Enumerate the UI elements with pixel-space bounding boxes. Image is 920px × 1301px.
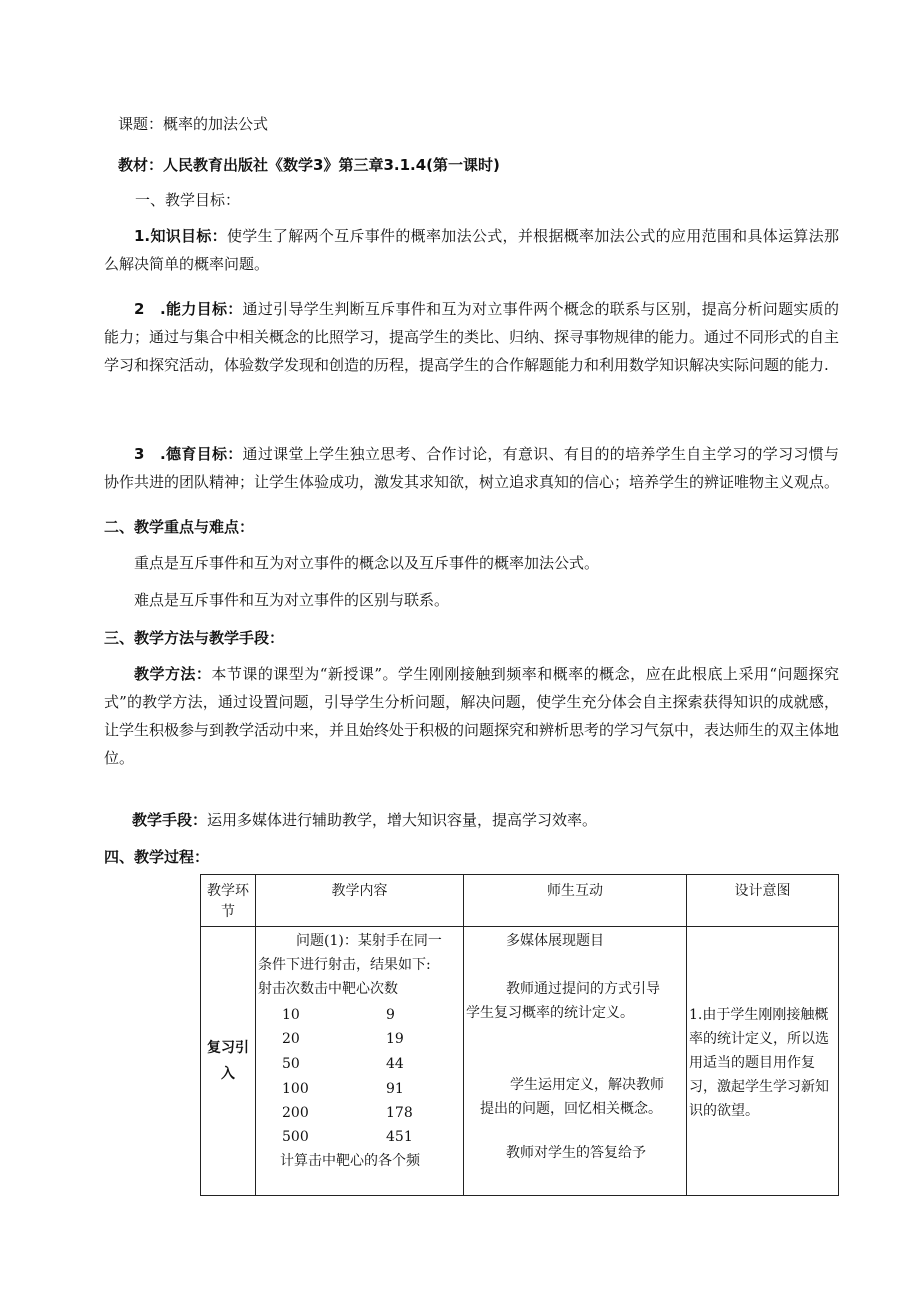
teaching-process-table <box>200 874 839 1196</box>
interaction-line3b: 提出的问题，回忆相关概念。 <box>480 1101 662 1117</box>
row-shots: 10 <box>282 1007 300 1023</box>
objective-moral-lead: 3 .德育目标： <box>134 445 243 463</box>
interaction-line2a: 教师通过提问的方式引导 <box>506 981 660 997</box>
stage-label: 复习引入 <box>207 1040 249 1082</box>
header-intent: 设计意图 <box>687 875 839 927</box>
row-shots: 100 <box>282 1081 309 1097</box>
difficulty-point: 难点是互斥事件和互为对立事件的区别与联系。 <box>134 591 450 609</box>
teaching-method <box>104 660 839 772</box>
header-stage: 教学环节 <box>201 875 256 927</box>
row-hits: 9 <box>386 1007 395 1023</box>
section3-title: 三、教学方法与教学手段： <box>104 629 285 647</box>
header-interaction: 师生互动 <box>464 875 687 927</box>
section4-title: 四、教学过程： <box>104 848 210 866</box>
section1-title: 一、教学目标： <box>135 191 241 209</box>
stage-cell <box>201 927 256 1196</box>
teaching-means-text: 运用多媒体进行辅助教学，增大知识容量，提高学习效率。 <box>207 811 598 829</box>
interaction-line4: 教师对学生的答复给予 <box>506 1145 646 1161</box>
row-shots: 50 <box>282 1056 300 1072</box>
objective-knowledge-text: 使学生了解两个互斥事件的概率加法公式，并根据概率加法公式的应用范围和具体运算法那么解决简单的概率问题。 <box>104 227 839 273</box>
intent-cell <box>687 927 839 1196</box>
row-hits: 178 <box>386 1105 413 1121</box>
objective-moral <box>104 440 839 496</box>
content-col-header: 射击次数击中靶心次数 <box>258 981 398 997</box>
table-header-row <box>201 875 839 927</box>
row-hits: 44 <box>386 1056 404 1072</box>
header-content: 教学内容 <box>256 875 464 927</box>
teaching-method-text: 本节课的课型为“新授课”。学生刚刚接触到频率和概率的概念，应在此根底上采用“问题探究式”的教学方法，通过设置问题，引导学生分析问题，解决问题，使学生充分体会自主探索获得知识的成就感，让学生积极参与到教学活动中来，并且始终处于积极的问题探究和辨析思考的学习气氛中，表达师生的双主体地位。 <box>104 665 840 767</box>
content-intro-line2: 条件下进行射击，结果如下: <box>258 957 431 973</box>
row-shots: 20 <box>282 1031 300 1047</box>
objective-ability <box>104 295 839 379</box>
objective-knowledge <box>104 222 839 278</box>
textbook-info: 教材：人民教育出版社《数学3》第三章3.1.4(第一课时) <box>118 156 500 174</box>
section2-title: 二、教学重点与难点： <box>104 518 255 536</box>
content-tail: 计算击中靶心的各个频 <box>280 1153 420 1169</box>
row-shots: 200 <box>282 1105 309 1121</box>
intent-text: 1.由于学生刚刚接触概率的统计定义，所以选用适当的题目用作复习，激起学生学习新知识的欲望。 <box>689 1007 829 1119</box>
teaching-means <box>132 810 597 830</box>
objective-ability-lead: 2 .能力目标： <box>134 300 243 318</box>
row-hits: 91 <box>386 1081 404 1097</box>
table-row <box>201 927 839 1196</box>
objective-ability-text: 通过引导学生判断互斥事件和互为对立事件两个概念的联系与区别，提高分析问题实质的能力；通过与集合中相关概念的比照学习，提高学生的类比、归纳、探寻事物规律的能力。通过不同形式的自主学习和探究活动，体验数学发现和创造的历程，提高学生的合作解题能力和利用数学知识解决实际问题的能力. <box>104 300 840 374</box>
row-shots: 500 <box>282 1129 309 1145</box>
content-intro-line1: 问题(1)：某射手在同一 <box>296 933 442 949</box>
interaction-line2b: 学生复习概率的统计定义。 <box>466 1005 634 1021</box>
interaction-line3a: 学生运用定义，解决教师 <box>510 1077 664 1093</box>
row-hits: 19 <box>386 1031 404 1047</box>
teaching-method-lead: 教学方法： <box>134 665 212 683</box>
objective-knowledge-lead: 1.知识目标： <box>134 227 227 245</box>
lesson-topic: 课题：概率的加法公式 <box>118 115 269 133</box>
row-hits: 451 <box>386 1129 413 1145</box>
interaction-cell <box>464 927 687 1196</box>
content-cell <box>256 927 464 1196</box>
key-point: 重点是互斥事件和互为对立事件的概念以及互斥事件的概率加法公式。 <box>134 554 600 572</box>
interaction-line1: 多媒体展现题目 <box>506 933 604 949</box>
teaching-means-lead: 教学手段： <box>132 811 208 829</box>
objective-moral-text: 通过课堂上学生独立思考、合作讨论，有意识、有目的的培养学生自主学习的学习习惯与协作共进的团队精神；让学生体验成功，激发其求知欲，树立追求真知的信心；培养学生的辨证唯物主义观点。 <box>104 445 840 491</box>
